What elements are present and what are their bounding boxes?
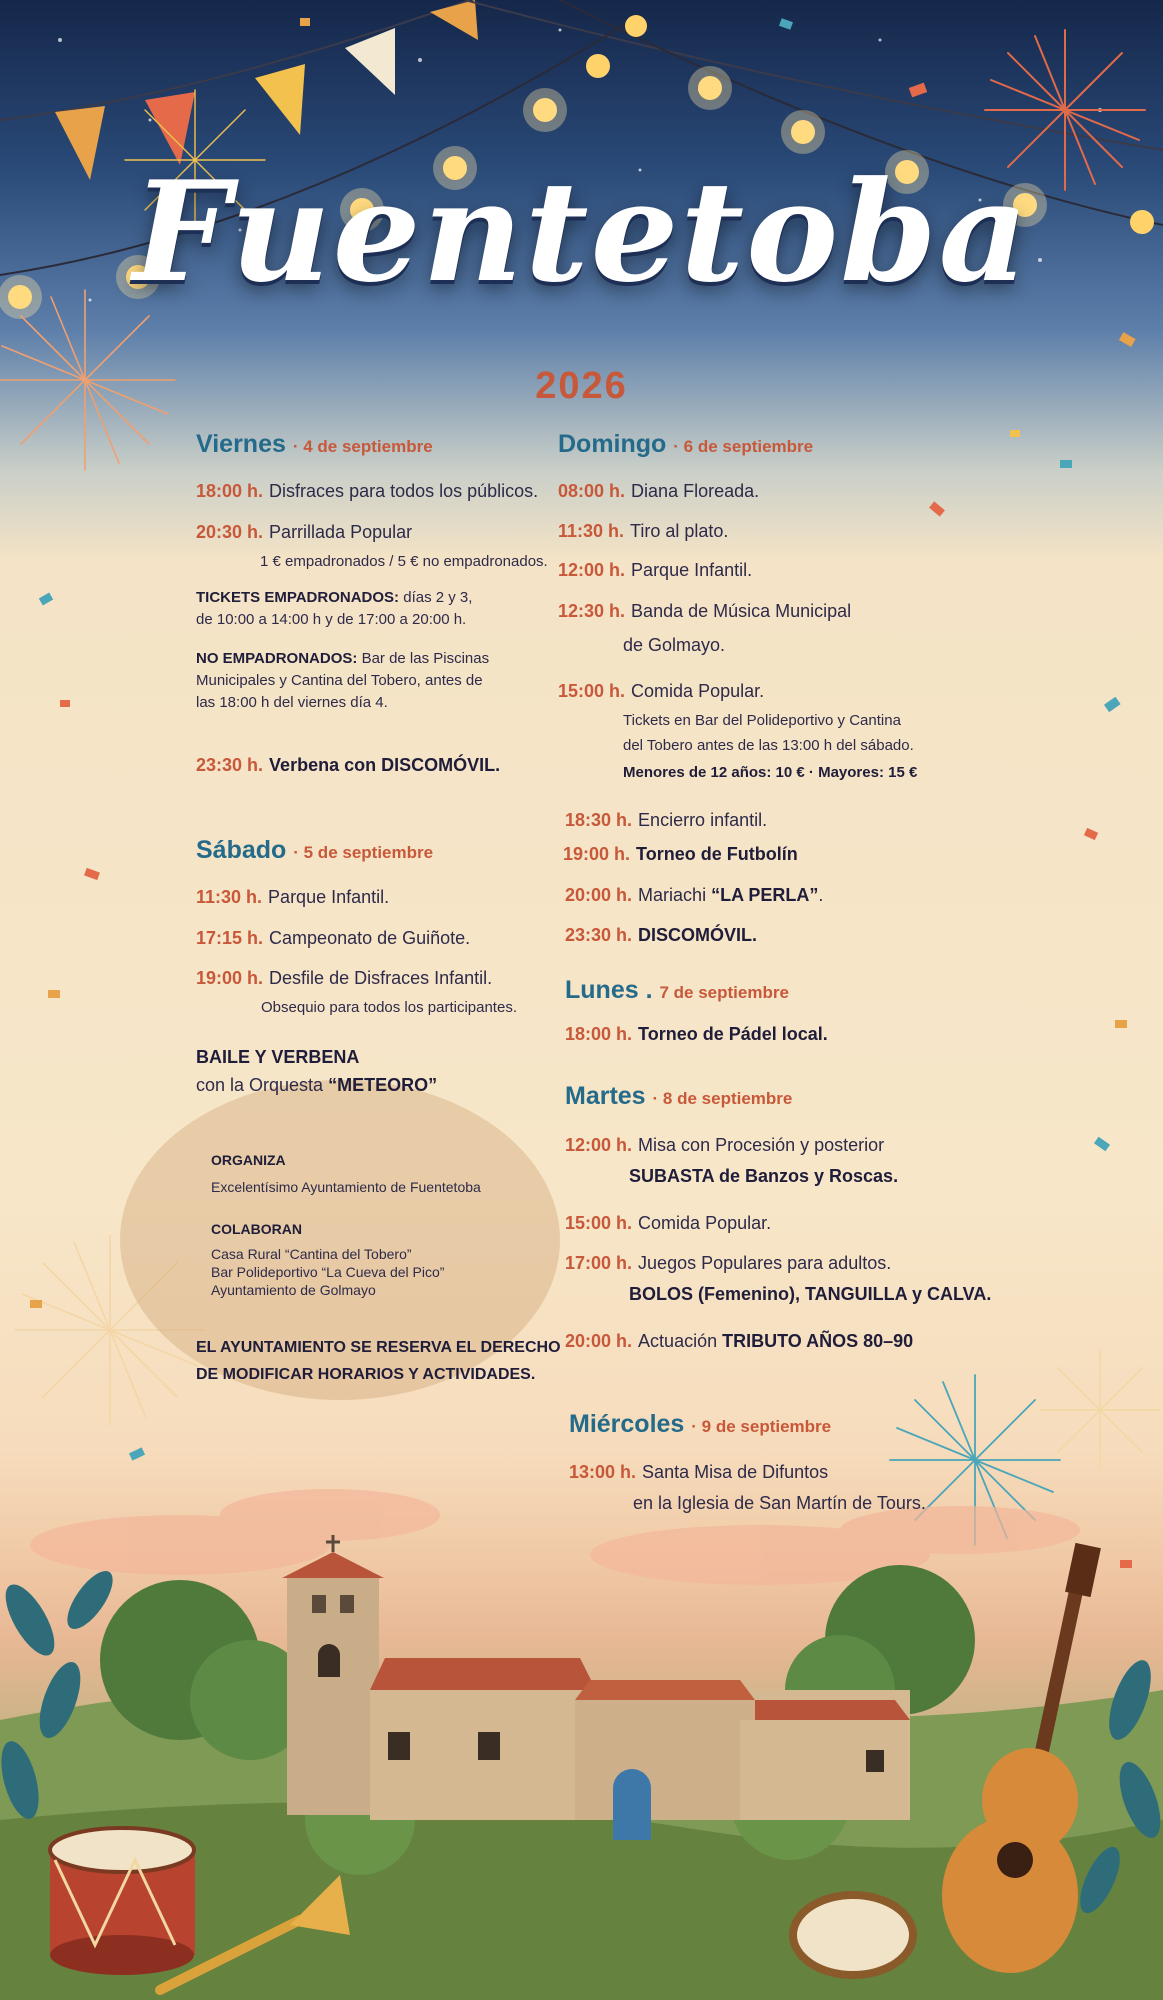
list-item: 20:00 h. Mariachi “LA PERLA”. xyxy=(565,885,824,905)
organiza-line: Excelentísimo Ayuntamiento de Fuentetoba xyxy=(211,1179,481,1195)
list-item: 18:00 h. Torneo de Pádel local. xyxy=(565,1024,828,1044)
list-item: 20:30 h. Parrillada Popular xyxy=(196,522,413,542)
list-item: 23:30 h. Verbena con DISCOMÓVIL. xyxy=(196,755,501,775)
event-detail: Tickets en Bar del Polideportivo y Cantina xyxy=(623,712,901,729)
event-detail: del Tobero antes de las 13:00 h del sábado. xyxy=(623,737,914,754)
day-heading-domingo: Domingo · 6 de septiembre xyxy=(558,430,814,458)
poster-title: Fuentetoba xyxy=(132,150,1031,313)
list-item: 11:30 h. Tiro al plato. xyxy=(558,521,729,541)
list-item: 18:30 h. Encierro infantil. xyxy=(565,810,768,830)
baile-line: BAILE Y VERBENA xyxy=(196,1047,360,1067)
viernes-section xyxy=(196,430,433,459)
list-item-continuation: BOLOS (Femenino), TANGUILLA y CALVA. xyxy=(629,1284,992,1304)
list-item-continuation: en la Iglesia de San Martín de Tours. xyxy=(633,1493,926,1513)
baile-line: con la Orquesta “METEORO” xyxy=(196,1075,438,1095)
list-item: 12:00 h. Misa con Procesión y posterior xyxy=(565,1135,885,1155)
event-detail: 1 € empadronados / 5 € no empadronados. xyxy=(260,553,548,570)
day-heading-miercoles: Miércoles · 9 de septiembre xyxy=(569,1410,832,1438)
list-item: 12:30 h. Banda de Música Municipal xyxy=(558,601,852,621)
list-item: 15:00 h. Comida Popular. xyxy=(558,681,765,701)
list-item-continuation: de Golmayo. xyxy=(623,635,726,655)
colaboran-line: Bar Polideportivo “La Cueva del Pico” xyxy=(211,1264,445,1280)
list-item: 19:00 h. Desfile de Disfraces Infantil. xyxy=(196,968,493,988)
colaboran-heading: COLABORAN xyxy=(211,1221,302,1237)
event-detail: Menores de 12 años: 10 € · Mayores: 15 € xyxy=(623,764,918,781)
list-item: 18:00 h. Disfraces para todos los públicos. xyxy=(196,481,539,501)
list-item: 08:00 h. Diana Floreada. xyxy=(558,481,760,501)
organiza-heading: ORGANIZA xyxy=(211,1152,286,1168)
list-item: 15:00 h. Comida Popular. xyxy=(565,1213,772,1233)
tickets-note: de 10:00 a 14:00 h y de 17:00 a 20:00 h. xyxy=(196,611,467,628)
day-date: · 4 de septiembre xyxy=(292,437,433,456)
day-heading-lunes: Lunes . 7 de septiembre xyxy=(565,976,789,1004)
day-heading-martes: Martes · 8 de septiembre xyxy=(565,1082,793,1110)
event-detail: Obsequio para todos los participantes. xyxy=(261,999,517,1016)
day-heading-sabado: Sábado · 5 de septiembre xyxy=(196,836,434,864)
disclaimer: EL AYUNTAMIENTO SE RESERVA EL DERECHO xyxy=(196,1339,561,1356)
no-empadronados-note: Municipales y Cantina del Tobero, antes de xyxy=(196,672,483,689)
day-date: · 5 de septiembre xyxy=(293,843,434,862)
list-item: 17:00 h. Juegos Populares para adultos. xyxy=(565,1253,892,1273)
poster-year: 2026 xyxy=(535,365,628,407)
list-item-continuation: SUBASTA de Banzos y Roscas. xyxy=(629,1166,899,1186)
list-item: 20:00 h. Actuación TRIBUTO AÑOS 80–90 xyxy=(565,1331,914,1351)
list-item: 11:30 h. Parque Infantil. xyxy=(196,887,390,907)
list-item: 19:00 h. Torneo de Futbolín xyxy=(563,844,798,864)
drum-illustration xyxy=(50,1828,195,1975)
list-item: 17:15 h. Campeonato de Guiñote. xyxy=(196,928,471,948)
colaboran-line: Casa Rural “Cantina del Tobero” xyxy=(211,1246,412,1262)
disclaimer: DE MODIFICAR HORARIOS Y ACTIVIDADES. xyxy=(196,1366,536,1383)
colaboran-line: Ayuntamiento de Golmayo xyxy=(211,1282,376,1298)
no-empadronados-note: las 18:00 h del viernes día 4. xyxy=(196,694,388,711)
day-date: · 8 de septiembre xyxy=(652,1089,793,1108)
list-item: 12:00 h. Parque Infantil. xyxy=(558,560,753,580)
day-date: · 9 de septiembre xyxy=(691,1417,832,1436)
list-item: 13:00 h. Santa Misa de Difuntos xyxy=(569,1462,829,1482)
day-heading-viernes: Viernes · 4 de septiembre xyxy=(196,430,433,458)
list-item: 23:30 h. DISCOMÓVIL. xyxy=(565,925,758,945)
day-date: 7 de septiembre xyxy=(659,983,789,1002)
tickets-note: TICKETS EMPADRONADOS: días 2 y 3, xyxy=(196,589,473,606)
no-empadronados-note: NO EMPADRONADOS: Bar de las Piscinas xyxy=(196,650,490,667)
day-date: · 6 de septiembre xyxy=(673,437,814,456)
tambourine-illustration xyxy=(793,1895,913,1975)
